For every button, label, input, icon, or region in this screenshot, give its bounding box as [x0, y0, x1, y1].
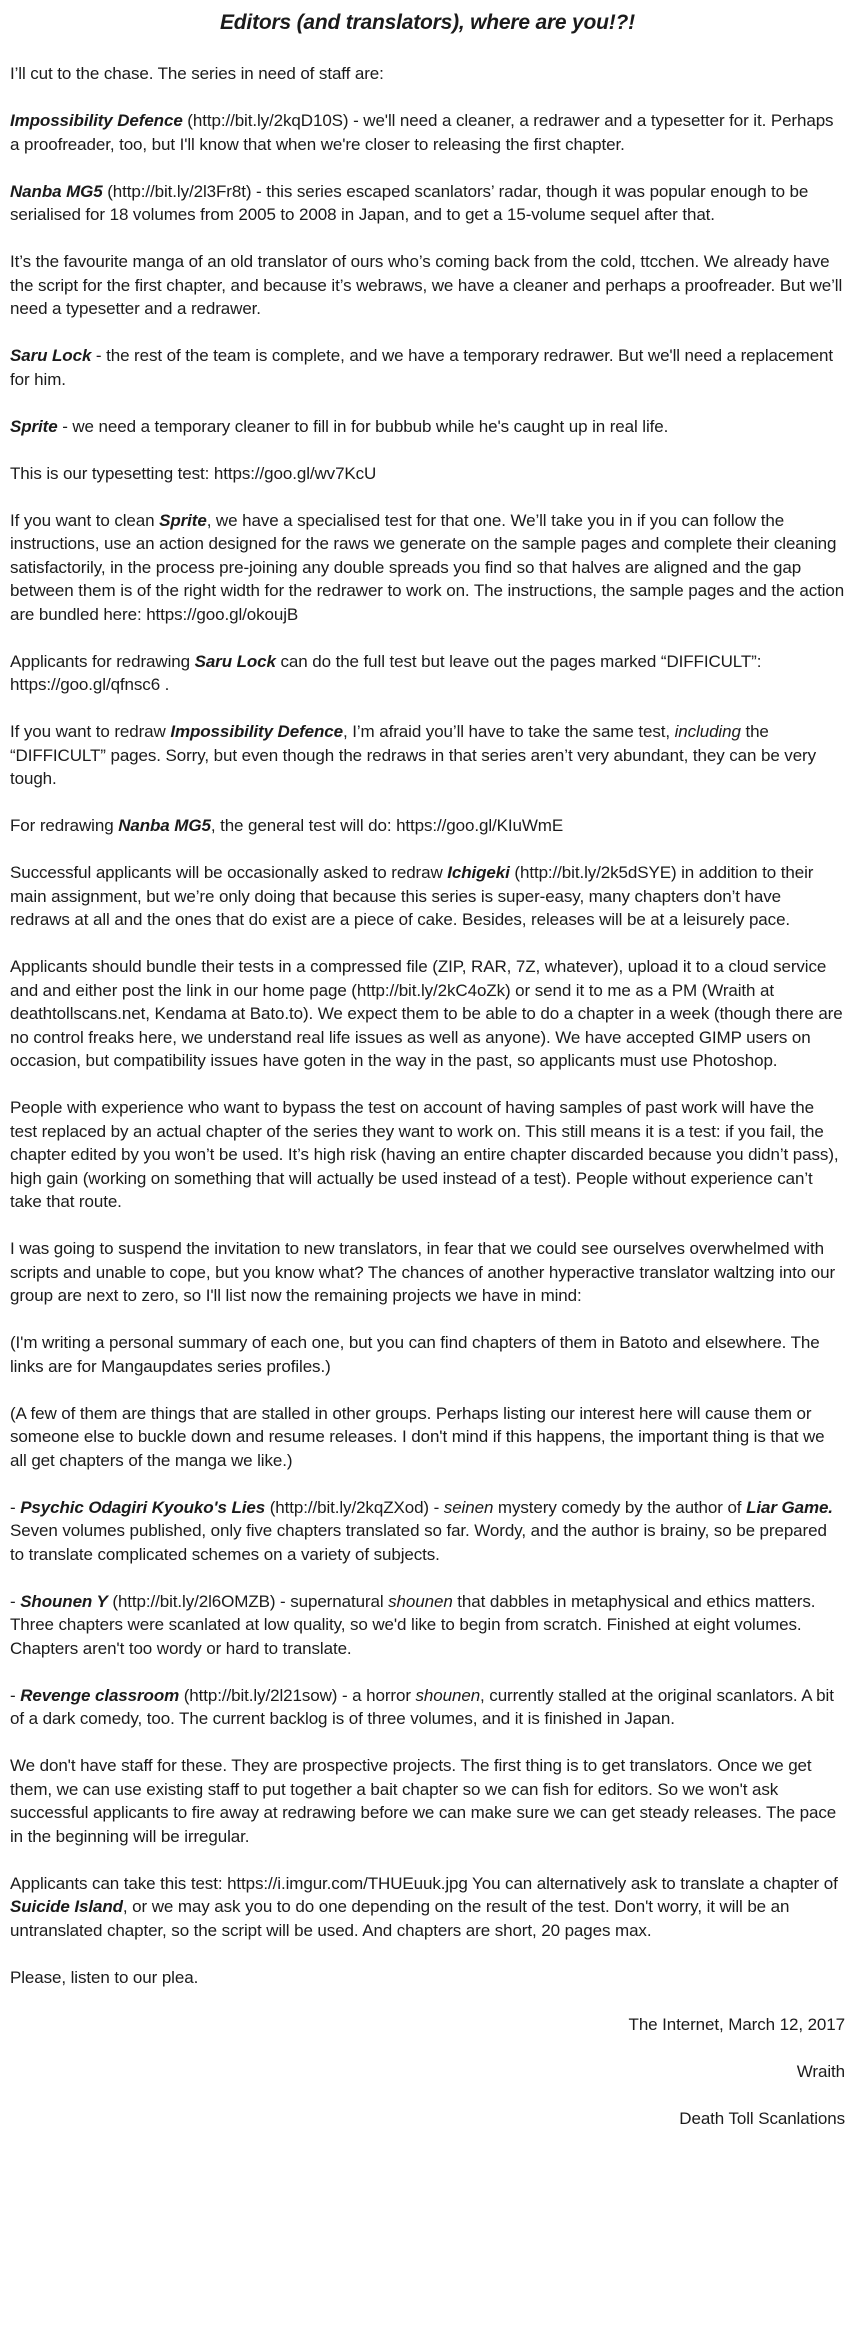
text-segment: Death Toll Scanlations: [679, 2108, 845, 2128]
emphasis-text: shounen: [388, 1591, 453, 1611]
text-segment: It’s the favourite manga of an old translator of ours who’s coming back from the cold, ttcchen. We already have the script for the first chapter, and because it’s webraws, we have a cleaner and perhaps a proofreader. But we’ll need a typesetter and a redrawer.: [10, 252, 843, 318]
text-segment: -: [10, 1591, 21, 1611]
series-title: Shounen Y: [20, 1591, 108, 1611]
text-segment: - the rest of the team is complete, and we have a temporary redrawer. But we'll need a replacement for him.: [10, 346, 834, 389]
translators-invitation-paragraph: [10, 1237, 845, 1308]
signature-group: [10, 2107, 845, 2131]
series-title: Ichigeki: [447, 863, 510, 882]
series-nanba-mg5-paragraph: [10, 180, 845, 227]
document-body: [10, 62, 845, 2130]
text-segment: Please, listen to our plea.: [10, 1967, 199, 1987]
signature-author: [10, 2060, 845, 2084]
project-shounen-y-paragraph: [10, 1590, 845, 1661]
text-segment: (I'm writing a personal summary of each one, but you can find chapters of them in Batoto and elsewhere. The links are for Mangaupdates series profiles.): [10, 1333, 820, 1376]
series-title: Liar Game.: [746, 1497, 833, 1517]
page-title: Editors (and translators), where are you!?!: [220, 11, 635, 34]
project-revenge-classroom-paragraph: [10, 1684, 845, 1731]
text-segment: Wraith: [796, 2061, 845, 2081]
submission-instructions-paragraph: [10, 955, 845, 1073]
text-segment: If you want to redraw: [10, 722, 171, 741]
text-segment: (http://bit.ly/2l3Fr8t) - this series escaped scanlators’ radar, though it was popular enough to be serialised for 18 volumes from 2005 to 2008 in Japan, and to get a 15-volume sequel after that.: [10, 181, 809, 224]
text-segment: mystery comedy by the author of: [493, 1497, 747, 1517]
intro-paragraph: [10, 62, 845, 86]
text-segment: the “DIFFICULT” pages. Sorry, but even though the redraws in that series aren’t very abundant, they can be very tough.: [10, 722, 817, 788]
text-segment: (http://bit.ly/2l6OMZB) - supernatural: [107, 1591, 389, 1611]
series-title: Sprite: [10, 416, 58, 436]
emphasis-text: including: [674, 722, 741, 741]
text-segment: This is our typesetting test: https://goo.gl/wv7KcU: [10, 463, 377, 483]
text-segment: If you want to clean: [10, 510, 160, 530]
text-segment: People with experience who want to bypass the test on account of having samples of past work will have the test replaced by an actual chapter of the series they want to work on. This still means it is a test: if you fail, the chapter edited by you won’t be used. It’s high risk (having an entire chapter discarded because you didn’t pass), high gain (working on something that will actually be used instead of a test). People without experience can’t take that route.: [10, 1098, 839, 1211]
series-title: Saru Lock: [10, 346, 92, 365]
series-title: Impossibility Defence: [170, 722, 344, 741]
sprite-cleaning-test-paragraph: [10, 509, 845, 627]
text-segment: (http://bit.ly/2kqD10S) - we'll need a cleaner, a redrawer and a typesetter for it. Perhaps a proofreader, too, but I'll know that when we're closer to releasing the first chapter.: [10, 111, 834, 154]
nanba-mg5-redraw-test-paragraph: [10, 814, 845, 838]
text-segment: , currently stalled at the original scanlators. A bit of a dark comedy, too. The current backlog is of three volumes, and it is finished in Japan.: [10, 1685, 834, 1728]
experienced-applicants-paragraph: [10, 1096, 845, 1214]
text-segment: Applicants for redrawing: [10, 651, 195, 671]
text-segment: , the general test will do: https://goo.gl/KIuWmE: [210, 816, 564, 835]
series-title: Nanba MG5: [10, 181, 103, 201]
text-segment: For redrawing: [10, 816, 119, 835]
saru-lock-redraw-test-paragraph: [10, 650, 845, 697]
text-segment: -: [10, 1685, 21, 1705]
series-impossibility-defence-paragraph: [10, 109, 845, 156]
series-title: Suicide Island: [10, 1897, 123, 1916]
text-segment: , or we may ask you to do one depending on the result of the test. Don't worry, it will be an untranslated chapter, so the script will be used. And chapters are short, 20 pages max.: [10, 1897, 790, 1940]
stalled-note-paragraph: [10, 1402, 845, 1473]
text-segment: Seven volumes published, only five chapters translated so far. Wordy, and the author is brainy, so be prepared to translate complicated schemes on a variety of subjects.: [10, 1521, 827, 1564]
prospective-projects-paragraph: [10, 1754, 845, 1848]
series-title: Impossibility Defence: [10, 111, 183, 130]
plea-paragraph: [10, 1966, 845, 1990]
series-saru-lock-paragraph: [10, 344, 845, 391]
text-segment: - we need a temporary cleaner to fill in for bubbub while he's caught up in real life.: [57, 416, 669, 436]
typesetting-test-paragraph: [10, 462, 845, 486]
text-segment: The Internet, March 12, 2017: [628, 2014, 845, 2034]
series-title: Saru Lock: [194, 651, 276, 671]
text-segment: , I’m afraid you’ll have to take the same test,: [343, 722, 675, 741]
emphasis-text: seinen: [443, 1497, 494, 1517]
text-segment: Applicants should bundle their tests in a compressed file (ZIP, RAR, 7Z, whatever), upload it to a cloud service and and either post the link in our home page (http://bit.ly/2kC4oZk) or send it to me as a PM (Wraith at deathtollscans.net, Kendama at Bato.to). We expect them to be able to do a chapter in a week (though there are no control freaks here, we understand real life issues as well as anyone). We have accepted GIMP users on occasion, but compatibility issues have goten in the way in the past, so applicants must use Photoshop.: [10, 957, 843, 1070]
text-segment: , we have a specialised test for that one. We’ll take you in if you can follow the instructions, use an action designed for the raws we generate on the sample pages and complete their cleaning satisfactorily, in the process pre-joining any double spreads you find so that halves are aligned and the gap between them is of the right width for the redrawer to work on. The instructions, the sample pages and the action are bundled here: https://goo.gl/okoujB: [10, 510, 845, 624]
series-sprite-paragraph: [10, 415, 845, 439]
text-segment: We don't have staff for these. They are prospective projects. The first thing is to get translators. Once we get them, we can use existing staff to put together a bait chapter so we can fish for editors. So we won't ask successful applicants to fire away at redrawing before we can make sure we can get steady releases. The pace in the beginning will be irregular.: [10, 1756, 837, 1846]
emphasis-text: shounen: [415, 1685, 481, 1705]
translation-test-paragraph: [10, 1872, 845, 1943]
text-segment: (http://bit.ly/2l21sow) - a horror: [179, 1685, 416, 1705]
text-segment: -: [10, 1497, 21, 1517]
text-segment: (http://bit.ly/2kqZXod) -: [265, 1497, 444, 1517]
ichigeki-paragraph: [10, 861, 845, 932]
nanba-mg5-details-paragraph: [10, 250, 845, 321]
text-segment: (A few of them are things that are stalled in other groups. Perhaps listing our interest here will cause them or someone else to buckle down and resume releases. I don't mind if this happens, the important thing is that we all get chapters of the manga we like.): [10, 1403, 825, 1470]
series-title: Nanba MG5: [118, 816, 211, 835]
series-title: Revenge classroom: [20, 1685, 180, 1705]
text-segment: I’ll cut to the chase. The series in need of staff are:: [10, 64, 384, 83]
text-segment: can do the full test but leave out the pages marked “DIFFICULT”: https://goo.gl/qfnsc6 .: [10, 651, 762, 694]
series-title: Psychic Odagiri Kyouko's Lies: [20, 1497, 266, 1517]
summary-note-paragraph: [10, 1331, 845, 1378]
series-title: Sprite: [159, 510, 207, 530]
impossibility-defence-redraw-test-paragraph: [10, 720, 845, 791]
text-segment: I was going to suspend the invitation to new translators, in fear that we could see ourselves overwhelmed with scripts and unable to cope, but you know what? The chances of another hyperactive translator waltzing into our group are next to zero, so I'll list now the remaining projects we have in mind:: [10, 1239, 836, 1305]
text-segment: that dabbles in metaphysical and ethics matters. Three chapters were scanlated at low quality, so we'd like to begin from scratch. Finished at eight volumes. Chapters aren't too wordy or hard to translate.: [10, 1591, 816, 1658]
signature-date: [10, 2013, 845, 2037]
text-segment: Successful applicants will be occasionally asked to redraw: [10, 863, 448, 882]
project-psychic-odagiri-paragraph: [10, 1496, 845, 1567]
text-segment: (http://bit.ly/2k5dSYE) in addition to their main assignment, but we’re only doing that because this series is super-easy, many chapters don’t have redraws at all and the ones that do exist are a piece of cake. Besides, releases will be at a leisurely pace.: [10, 863, 814, 929]
text-segment: Applicants can take this test: https://i.imgur.com/THUEuuk.jpg You can alternatively ask to translate a chapter of: [10, 1873, 838, 1893]
